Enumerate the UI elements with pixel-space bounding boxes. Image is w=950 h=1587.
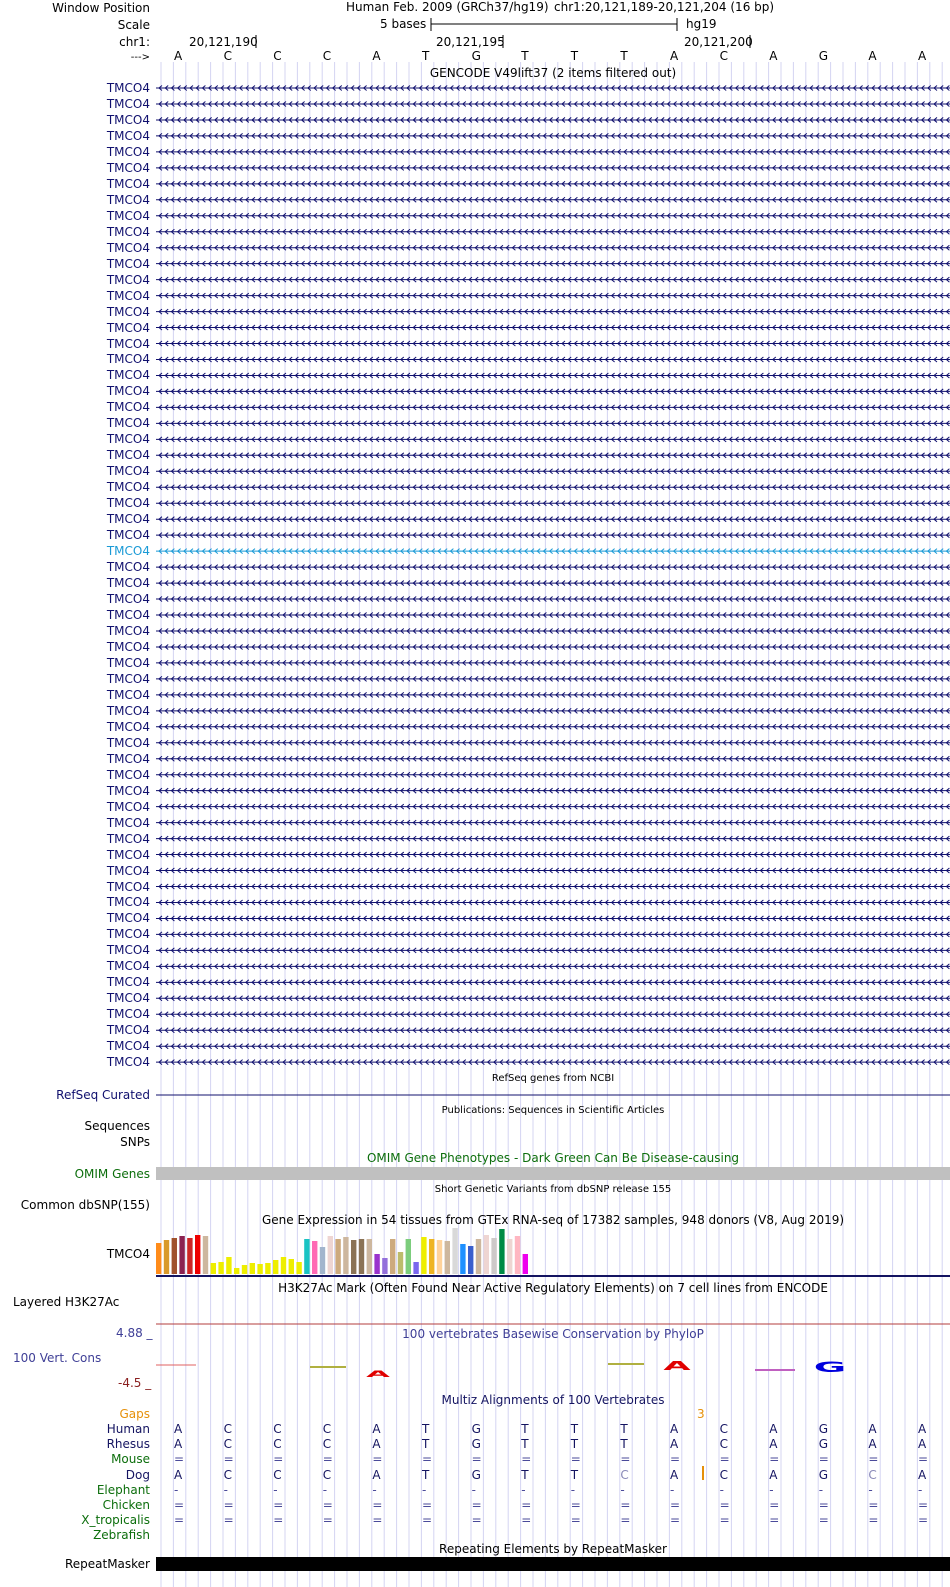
gencode-gene-label[interactable]: TMCO4 [106, 719, 150, 734]
base-letter: A [868, 49, 877, 63]
multiz-base: - [273, 1482, 278, 1497]
gtex-bar [226, 1257, 231, 1274]
multiz-base: = [818, 1452, 829, 1467]
gtex-bar [195, 1235, 200, 1274]
multiz-base: A [918, 1467, 927, 1482]
gencode-gene-label[interactable]: TMCO4 [106, 847, 150, 862]
multiz-species-label[interactable]: Dog [125, 1467, 150, 1482]
multiz-base: T [521, 1467, 529, 1482]
phylop-logo-letter: A [366, 1369, 390, 1380]
multiz-base: = [273, 1498, 284, 1512]
phylop-track-label[interactable]: 100 Vert. Cons [13, 1351, 102, 1365]
gencode-gene-label[interactable]: TMCO4 [106, 975, 150, 990]
multiz-base: = [918, 1452, 929, 1467]
gencode-gene-label[interactable]: TMCO4 [106, 176, 150, 191]
refseq-track-title[interactable]: RefSeq genes from NCBI [491, 1073, 615, 1084]
multiz-base: C [868, 1467, 877, 1482]
multiz-base: T [521, 1422, 529, 1436]
multiz-base: - [223, 1482, 228, 1497]
base-letter: C [719, 49, 728, 63]
phylop-logo-letter: G [813, 1358, 847, 1376]
h3k27ac-track-label[interactable]: Layered H3K27Ac [13, 1295, 120, 1309]
multiz-species-label[interactable]: Elephant [96, 1482, 150, 1497]
multiz-base: = [521, 1452, 532, 1467]
multiz-base: A [769, 1422, 778, 1436]
gtex-bar [406, 1239, 411, 1274]
gencode-gene-label[interactable]: TMCO4 [106, 528, 150, 543]
gencode-gene-label[interactable]: TMCO4 [106, 687, 150, 702]
gencode-gene-label[interactable]: TMCO4 [106, 416, 150, 431]
multiz-base: A [174, 1467, 183, 1482]
gtex-bar [281, 1257, 286, 1274]
multiz-base: - [570, 1482, 576, 1497]
gencode-gene-label[interactable]: TMCO4 [106, 1055, 150, 1070]
multiz-base: = [670, 1452, 681, 1467]
multiz-base: = [769, 1513, 780, 1528]
gtex-bar [390, 1239, 395, 1274]
multiz-base: C [719, 1422, 728, 1436]
multiz-base: C [322, 1422, 332, 1436]
gencode-gene-label[interactable]: TMCO4 [106, 991, 150, 1006]
gencode-gene-label[interactable]: TMCO4 [106, 943, 150, 958]
gencode-gene-label[interactable]: TMCO4 [106, 767, 150, 782]
multiz-base: A [868, 1422, 877, 1436]
base-letter: T [570, 49, 579, 63]
omim-bar [156, 1167, 950, 1180]
multiz-base: A [670, 1467, 679, 1482]
multiz-base: = [521, 1498, 532, 1512]
multiz-base: = [769, 1452, 780, 1467]
publications-track-title[interactable]: Publications: Sequences in Scientific Articles [441, 1105, 665, 1116]
h3k27ac-track-title[interactable]: H3K27Ac Mark (Often Found Near Active Regulatory Elements) on 7 cell lines from ENCODE [278, 1281, 828, 1295]
gencode-gene-label[interactable]: TMCO4 [106, 879, 150, 894]
gencode-gene-label[interactable]: TMCO4 [106, 751, 150, 766]
gencode-gene-label[interactable]: TMCO4 [106, 336, 150, 351]
gtex-bar [374, 1254, 379, 1274]
gencode-gene-label[interactable]: TMCO4 [106, 112, 150, 127]
gtex-bar [234, 1268, 239, 1274]
gtex-bar [156, 1243, 161, 1274]
refseq-track-label[interactable]: RefSeq Curated [56, 1088, 150, 1102]
base-letter: T [521, 49, 529, 63]
multiz-base: T [620, 1422, 628, 1436]
multiz-base: - [670, 1482, 675, 1497]
multiz-base: - [719, 1482, 724, 1497]
multiz-base: T [570, 1467, 579, 1482]
gtex-track-title[interactable]: Gene Expression in 54 tissues from GTEx RNA-seq of 17382 samples, 948 donors (V8, Aug 2019) [261, 1213, 845, 1227]
gtex-bar [242, 1265, 247, 1274]
gencode-gene-label[interactable]: TMCO4 [106, 1007, 150, 1022]
multiz-base: A [769, 1437, 778, 1452]
multiz-base: = [868, 1452, 879, 1467]
gencode-gene-label[interactable]: TMCO4 [106, 96, 150, 111]
gencode-gene-label[interactable]: TMCO4 [106, 192, 150, 207]
gtex-bar [499, 1229, 504, 1274]
gtex-bar [382, 1258, 387, 1274]
gtex-bar [273, 1260, 278, 1274]
repeatmasker-track-title[interactable]: Repeating Elements by RepeatMasker [439, 1542, 667, 1556]
multiz-base: - [769, 1482, 774, 1497]
gencode-gene-label[interactable]: TMCO4 [106, 352, 150, 367]
gencode-gene-label[interactable]: TMCO4 [106, 288, 150, 303]
multiz-base: = [769, 1498, 780, 1512]
multiz-species-label[interactable]: X_tropicalis [81, 1513, 150, 1528]
gtex-bar [523, 1254, 528, 1274]
phylop-min-label: -4.5 _ [118, 1376, 152, 1390]
multiz-base: = [719, 1498, 730, 1512]
multiz-gaps-label[interactable]: Gaps [119, 1407, 150, 1421]
multiz-base: = [223, 1452, 234, 1467]
scale-bar-text: 5 bases [380, 17, 427, 31]
gtex-bar [468, 1246, 473, 1274]
gencode-gene-label[interactable]: TMCO4 [106, 304, 150, 319]
gencode-gene-label[interactable]: TMCO4 [106, 1023, 150, 1038]
multiz-base: = [471, 1513, 482, 1528]
gtex-bar [343, 1237, 348, 1274]
gtex-bar [328, 1236, 333, 1274]
multiz-base: = [471, 1498, 482, 1512]
multiz-base: A [372, 1467, 381, 1482]
omim-track-label[interactable]: OMIM Genes [74, 1167, 150, 1181]
multiz-base: = [670, 1498, 681, 1512]
gtex-bar [484, 1235, 489, 1274]
multiz-base: = [868, 1498, 879, 1512]
multiz-base: = [174, 1513, 185, 1528]
multiz-base: A [670, 1422, 679, 1436]
multiz-species-label[interactable]: Zebrafish [93, 1528, 150, 1543]
gencode-gene-label[interactable]: TMCO4 [106, 512, 150, 527]
multiz-base: A [918, 1437, 927, 1452]
repeatmasker-bar [156, 1557, 950, 1571]
multiz-base: = [372, 1452, 383, 1467]
gencode-gene-label[interactable]: TMCO4 [106, 735, 150, 750]
base-letter: A [174, 49, 183, 63]
gtex-bar [437, 1240, 442, 1274]
gencode-gene-label[interactable]: TMCO4 [106, 959, 150, 974]
gencode-gene-label[interactable]: TMCO4 [106, 464, 150, 479]
gtex-bar [413, 1262, 418, 1274]
publications-snps-label[interactable]: SNPs [120, 1135, 150, 1149]
gencode-gene-label[interactable]: TMCO4 [106, 272, 150, 287]
gencode-gene-label[interactable]: TMCO4 [106, 1039, 150, 1054]
multiz-base: = [273, 1513, 284, 1528]
position-label: chr1:20,121,189-20,121,204 (16 bp) [554, 0, 775, 14]
gtex-bar [164, 1240, 169, 1274]
multiz-base: C [322, 1467, 332, 1482]
repeatmasker-track-label[interactable]: RepeatMasker [64, 1557, 150, 1571]
multiz-base: - [818, 1482, 824, 1497]
gtex-bar [296, 1262, 301, 1274]
gencode-gene-label[interactable]: TMCO4 [106, 783, 150, 798]
multiz-gap-count: 3 [697, 1407, 705, 1421]
dbsnp-track-label[interactable]: Common dbSNP(155) [20, 1198, 150, 1212]
gencode-gene-label[interactable]: TMCO4 [106, 655, 150, 670]
multiz-base: C [719, 1437, 728, 1452]
multiz-base: = [570, 1498, 581, 1512]
multiz-base: T [570, 1422, 579, 1436]
gtex-bar [203, 1236, 208, 1274]
omim-track-title[interactable]: OMIM Gene Phenotypes - Dark Green Can Be Disease-causing [366, 1151, 740, 1165]
multiz-base: A [372, 1437, 381, 1452]
gencode-gene-label[interactable]: TMCO4 [106, 799, 150, 814]
multiz-base: A [174, 1437, 183, 1452]
gtex-bar [211, 1263, 216, 1274]
publications-sequences-label[interactable]: Sequences [84, 1119, 150, 1133]
gtex-bar [320, 1247, 325, 1274]
multiz-base: = [273, 1452, 284, 1467]
dbsnp-track-title[interactable]: Short Genetic Variants from dbSNP release 155 [434, 1184, 672, 1195]
multiz-base: G [818, 1422, 829, 1436]
multiz-base: = [422, 1452, 433, 1467]
multiz-base: = [322, 1452, 333, 1467]
multiz-base: C [273, 1437, 282, 1452]
coord-label-1: 20,121,190 [189, 35, 258, 49]
gtex-bar [367, 1239, 372, 1274]
gencode-gene-label[interactable]: TMCO4 [106, 639, 150, 654]
gtex-bar [304, 1239, 309, 1274]
gtex-bar [312, 1241, 317, 1274]
multiz-base: - [868, 1482, 873, 1497]
gencode-gene-label[interactable]: TMCO4 [106, 81, 150, 95]
phylop-track-title[interactable]: 100 vertebrates Basewise Conservation by PhyloP [402, 1327, 704, 1341]
multiz-base: - [174, 1482, 179, 1497]
gencode-gene-label[interactable]: TMCO4 [106, 480, 150, 495]
gtex-bars[interactable] [156, 1228, 528, 1274]
multiz-base: - [620, 1482, 625, 1497]
multiz-base: = [521, 1513, 532, 1528]
window-position-label: Window Position [52, 1, 150, 15]
multiz-base: C [223, 1422, 232, 1436]
gtex-bar [187, 1238, 192, 1274]
multiz-base: = [570, 1452, 581, 1467]
gtex-bar [491, 1238, 496, 1274]
multiz-base: G [471, 1437, 481, 1452]
db-label: hg19 [686, 17, 717, 31]
multiz-base: = [620, 1452, 631, 1467]
phylop-logo-letter: A [663, 1358, 691, 1374]
gencode-gene-label[interactable]: TMCO4 [106, 592, 150, 607]
gtex-bar [351, 1240, 356, 1274]
scale-label: Scale [117, 18, 150, 32]
multiz-base: - [471, 1482, 476, 1497]
multiz-base: - [422, 1482, 427, 1497]
multiz-base: C [719, 1467, 728, 1482]
base-letter: C [273, 49, 282, 63]
base-letter: G [471, 49, 481, 63]
assembly-label: Human Feb. 2009 (GRCh37/hg19) [346, 0, 549, 14]
gencode-gene-label[interactable]: TMCO4 [106, 400, 150, 415]
multiz-base: - [521, 1482, 526, 1497]
gtex-bar [460, 1244, 465, 1274]
multiz-base: C [273, 1422, 282, 1436]
multiz-base: G [818, 1467, 829, 1482]
coord-label-2: 20,121,195 [436, 35, 505, 49]
gencode-gene-label[interactable]: TMCO4 [106, 256, 150, 271]
gencode-gene-label[interactable]: TMCO4 [106, 224, 150, 239]
multiz-base: T [620, 1437, 628, 1452]
multiz-base: = [670, 1513, 681, 1528]
gencode-gene-label[interactable]: TMCO4 [106, 911, 150, 926]
multiz-base: G [818, 1437, 829, 1452]
base-letter: A [372, 49, 381, 63]
gencode-gene-label[interactable]: TMCO4 [106, 160, 150, 175]
base-letter: A [670, 49, 679, 63]
multiz-base: T [570, 1437, 579, 1452]
gencode-gene-label[interactable]: TMCO4 [106, 208, 150, 223]
gtex-bar [265, 1263, 270, 1274]
multiz-base: C [322, 1437, 332, 1452]
multiz-base: C [273, 1467, 282, 1482]
multiz-base: C [223, 1437, 232, 1452]
multiz-base: = [471, 1452, 482, 1467]
gtex-bar [429, 1239, 434, 1274]
multiz-base: = [174, 1498, 185, 1512]
gtex-bar [507, 1239, 512, 1274]
gtex-bar [421, 1237, 426, 1274]
multiz-base: C [223, 1467, 232, 1482]
gtex-bar [257, 1264, 262, 1274]
gencode-gene-label[interactable]: TMCO4 [106, 815, 150, 830]
multiz-base: - [322, 1482, 328, 1497]
multiz-base: = [868, 1513, 879, 1528]
multiz-base: = [918, 1498, 929, 1512]
coord-label-3: 20,121,200 [684, 35, 753, 49]
multiz-base: - [918, 1482, 923, 1497]
multiz-track-title[interactable]: Multiz Alignments of 100 Vertebrates [441, 1393, 665, 1407]
multiz-base: - [372, 1482, 377, 1497]
gencode-gene-label[interactable]: TMCO4 [106, 432, 150, 447]
multiz-base: = [570, 1513, 581, 1528]
gtex-bar [335, 1239, 340, 1274]
gtex-bar [398, 1252, 403, 1274]
gtex-bar [172, 1238, 177, 1274]
multiz-base: = [322, 1498, 333, 1512]
gencode-gene-label[interactable]: TMCO4 [106, 927, 150, 942]
gtex-bar [250, 1263, 255, 1274]
multiz-species-label[interactable]: Chicken [102, 1498, 150, 1512]
gencode-gene-label[interactable]: TMCO4 [106, 320, 150, 335]
multiz-base: A [868, 1437, 877, 1452]
gtex-bar [289, 1259, 294, 1274]
multiz-base: = [422, 1513, 433, 1528]
multiz-species-label[interactable]: Rhesus [106, 1437, 150, 1452]
multiz-species-label[interactable]: Mouse [111, 1452, 150, 1467]
strand-label: ---> [130, 52, 150, 63]
gtex-track-label[interactable]: TMCO4 [106, 1247, 150, 1261]
multiz-base: = [422, 1498, 433, 1512]
chrom-label: chr1: [119, 35, 150, 49]
multiz-species-label[interactable]: Human [106, 1422, 150, 1436]
base-letter: T [620, 49, 628, 63]
multiz-base: = [174, 1452, 185, 1467]
gencode-gene-label[interactable]: TMCO4 [106, 496, 150, 511]
gtex-bar [452, 1228, 457, 1274]
multiz-base: = [818, 1498, 829, 1512]
multiz-base: C [620, 1467, 629, 1482]
multiz-base: = [322, 1513, 333, 1528]
multiz-base: = [372, 1498, 383, 1512]
base-letter: G [818, 49, 829, 63]
gtex-bar [445, 1241, 450, 1274]
multiz-base: A [670, 1437, 679, 1452]
phylop-max-label: 4.88 _ [116, 1326, 153, 1340]
gencode-gene-label[interactable]: TMCO4 [106, 671, 150, 686]
gencode-track-title[interactable]: GENCODE V49lift37 (2 items filtered out) [429, 66, 677, 80]
gencode-gene-label[interactable]: TMCO4 [106, 448, 150, 463]
gencode-gene-label[interactable]: TMCO4 [106, 144, 150, 159]
multiz-base: = [818, 1513, 829, 1528]
gtex-bar [179, 1236, 184, 1274]
gtex-bar [218, 1262, 223, 1274]
gtex-bar [476, 1239, 481, 1274]
multiz-base: A [372, 1422, 381, 1436]
multiz-base: T [422, 1437, 430, 1452]
multiz-base: = [918, 1513, 929, 1528]
base-letter: C [322, 49, 332, 63]
gencode-gene-label[interactable]: TMCO4 [106, 623, 150, 638]
multiz-base: = [620, 1513, 631, 1528]
gencode-gene-label[interactable]: TMCO4 [106, 544, 150, 559]
gencode-gene-label[interactable]: TMCO4 [106, 368, 150, 383]
multiz-base: T [521, 1437, 529, 1452]
multiz-base: A [769, 1467, 778, 1482]
multiz-base: = [223, 1498, 234, 1512]
multiz-base: = [719, 1513, 730, 1528]
multiz-base: = [620, 1498, 631, 1512]
multiz-base: G [471, 1467, 481, 1482]
multiz-base: = [223, 1513, 234, 1528]
gtex-bar [359, 1239, 364, 1274]
multiz-base: A [174, 1422, 183, 1436]
base-letter: T [422, 49, 430, 63]
base-letter: C [223, 49, 232, 63]
gencode-gene-label[interactable]: TMCO4 [106, 703, 150, 718]
gencode-gene-label[interactable]: TMCO4 [106, 608, 150, 622]
gencode-gene-label[interactable]: TMCO4 [106, 560, 150, 575]
gencode-gene-label[interactable]: TMCO4 [106, 576, 150, 591]
multiz-base: G [471, 1422, 481, 1436]
multiz-base: A [918, 1422, 927, 1436]
gencode-gene-label[interactable]: TMCO4 [106, 240, 150, 255]
base-letter: A [769, 49, 778, 63]
gencode-gene-label[interactable]: TMCO4 [106, 384, 150, 399]
multiz-base: T [422, 1422, 430, 1436]
gencode-gene-label[interactable]: TMCO4 [106, 831, 150, 846]
gencode-gene-label[interactable]: TMCO4 [106, 895, 150, 910]
base-letter: A [918, 49, 927, 63]
multiz-base: T [422, 1467, 430, 1482]
multiz-base: = [372, 1513, 383, 1528]
gencode-gene-label[interactable]: TMCO4 [106, 128, 150, 143]
gencode-gene-label[interactable]: TMCO4 [106, 863, 150, 878]
multiz-base: = [719, 1452, 730, 1467]
gtex-bar [515, 1236, 520, 1274]
